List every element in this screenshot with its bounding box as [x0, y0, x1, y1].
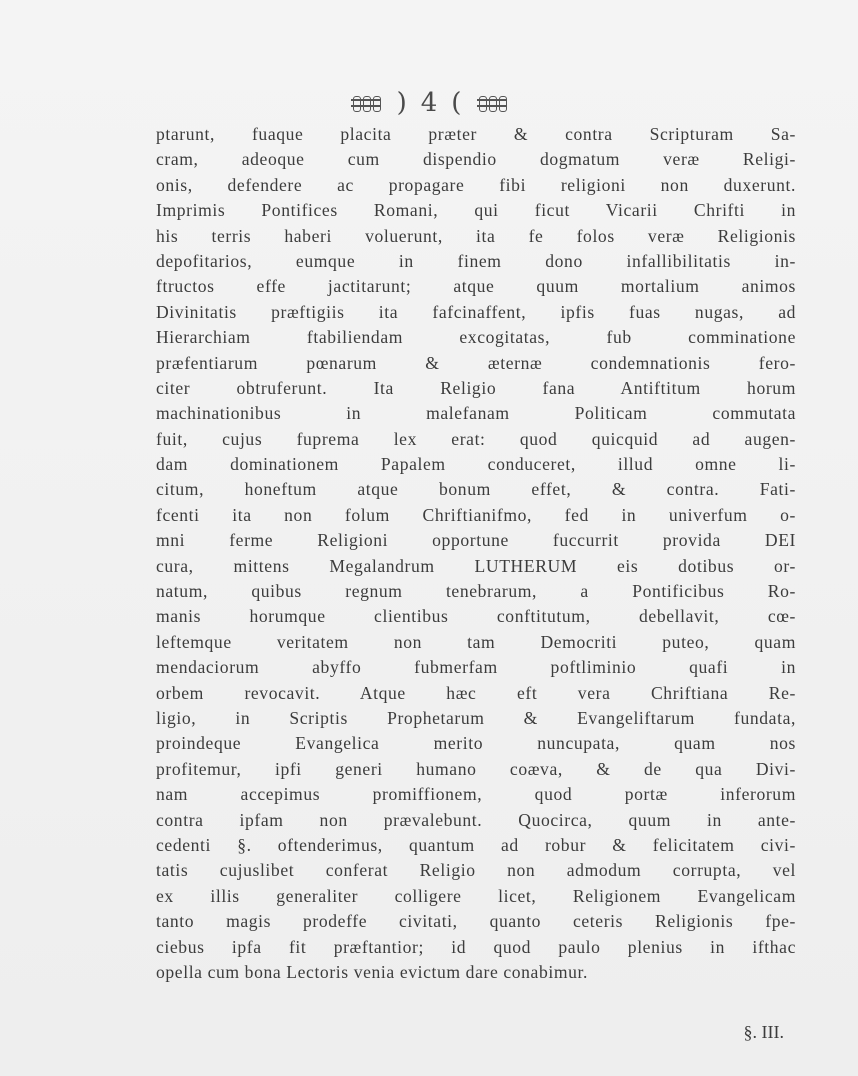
page-header — [0, 88, 858, 118]
text-line: orbem revocavit. Atque hæc eft vera Chriftiana Re- — [156, 682, 796, 703]
text-line: fuit, cujus fuprema lex erat: quod quicquid ad augen- — [156, 428, 796, 449]
text-line: leftemque veritatem non tam Democriti puteo, quam — [156, 631, 796, 652]
text-line: onis, defendere ac propagare fibi religioni non duxerunt. — [156, 174, 796, 195]
catchword: §. III. — [743, 1022, 784, 1042]
text-line: natum, quibus regnum tenebrarum, a Pontificibus Ro- — [156, 581, 796, 602]
text-line: nam accepimus promiffionem, quod portæ inferorum — [156, 784, 796, 805]
text-line: fcenti ita non folum Chriftianifmo, fed in univerfum o- — [156, 504, 796, 525]
text-line: depofitarios, eumque in finem dono infallibilitatis in- — [156, 250, 796, 271]
text-line: dam dominationem Papalem conduceret, illud omne li- — [156, 454, 796, 475]
text-line: tatis cujuslibet conferat Religio non admodum corrupta, vel — [156, 860, 796, 881]
text-line: mendaciorum abyffo fubmerfam poftliminio quafi in — [156, 657, 796, 678]
body-text — [156, 122, 796, 985]
text-line: Hierarchiam ftabiliendam excogitatas, fub comminatione — [156, 327, 796, 348]
text-line: Imprimis Pontifices Romani, qui ficut Vicarii Chrifti in — [156, 200, 796, 221]
text-line: cura, mittens Megalandrum LUTHERUM eis dotibus or- — [156, 555, 796, 576]
fleuron-ornament-icon — [475, 94, 509, 112]
text-line: præfentiarum pœnarum & æternæ condemnationis fero- — [156, 352, 796, 373]
fleuron-ornament-icon — [349, 94, 383, 112]
text-line: cedenti §. oftenderimus, quantum ad robur & felicitatem civi- — [156, 834, 796, 855]
text-line: contra ipfam non prævalebunt. Quocirca, quum in ante- — [156, 809, 796, 830]
text-line: ptarunt, fuaque placita præter & contra Scripturam Sa- — [156, 124, 796, 144]
text-line: Divinitatis præftigiis ita fafcinaffent, ipfis fuas nugas, ad — [156, 301, 796, 322]
text-line: manis horumque clientibus conftitutum, debellavit, cœ- — [156, 606, 796, 627]
text-line: opella cum bona Lectoris venia evictum dare conabimur. — [156, 961, 589, 982]
header-left-paren: ) — [396, 88, 407, 118]
text-line: profitemur, ipfi generi humano coæva, & de qua Divi- — [156, 758, 796, 779]
text-line: citer obtruferunt. Ita Religio fana Antiftitum horum — [156, 377, 796, 398]
text-line: mni ferme Religioni opportune fuccurrit provida DEI — [156, 530, 796, 551]
text-line: ex illis generaliter colligere licet, Religionem Evangelicam — [156, 885, 796, 906]
text-line: ligio, in Scriptis Prophetarum & Evangeliftarum fundata, — [156, 707, 796, 728]
text-line: tanto magis prodeffe civitati, quanto ceteris Religionis fpe- — [156, 911, 796, 932]
text-line: ciebus ipfa fit præftantior; id quod paulo plenius in ifthac — [156, 936, 796, 957]
text-line: machinationibus in malefanam Politicam commutata — [156, 403, 796, 424]
text-line: cram, adeoque cum dispendio dogmatum veræ Religi- — [156, 149, 796, 170]
text-line: his terris haberi voluerunt, ita fe folos veræ Religionis — [156, 225, 796, 246]
page-number: 4 — [420, 88, 438, 118]
header-right-paren: ( — [451, 88, 462, 118]
text-line: citum, honeftum atque bonum effet, & contra. Fati- — [156, 479, 796, 500]
text-line: proindeque Evangelica merito nuncupata, quam nos — [156, 733, 796, 754]
text-line: ftructos effe jactitarunt; atque quum mortalium animos — [156, 276, 796, 297]
